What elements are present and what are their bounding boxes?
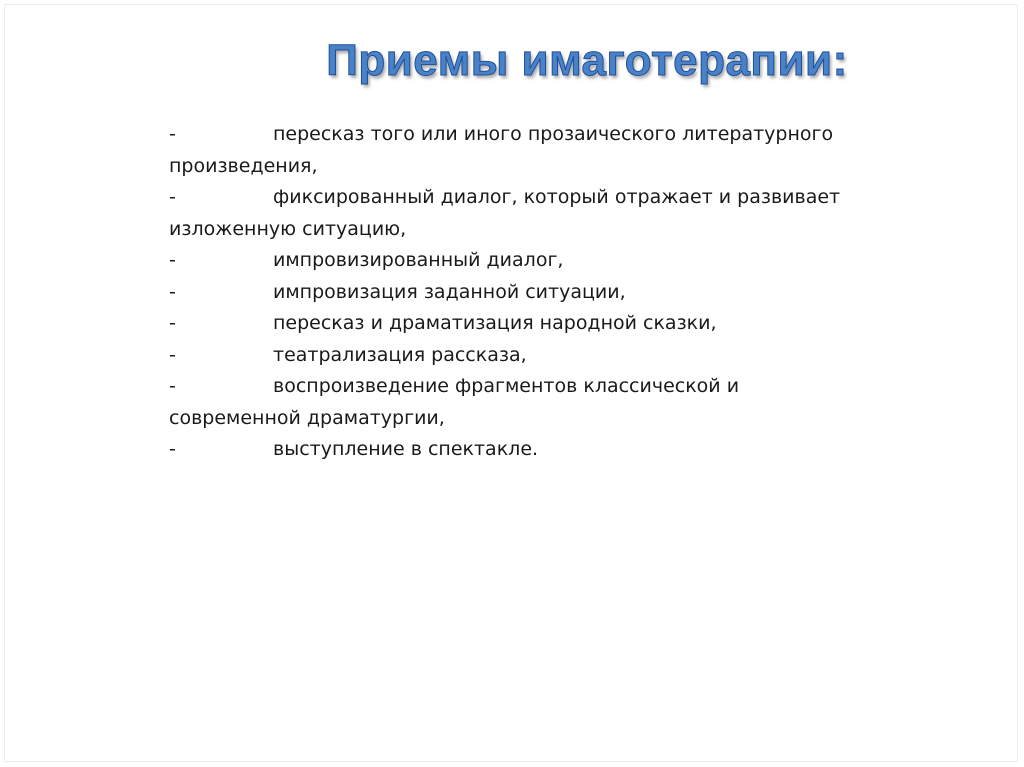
list-item [169, 340, 849, 372]
list-item-marker: - [169, 312, 176, 334]
slide [4, 4, 1018, 762]
list-item-marker: - [169, 123, 176, 145]
list-item [169, 308, 849, 340]
list-item-text: пересказ того или иного прозаического литературного произведения, [169, 123, 834, 177]
list-item-marker: - [169, 343, 176, 366]
list-item-marker: - [169, 249, 176, 271]
list-item-text: выступление в спектакле. [273, 438, 539, 460]
list-item [169, 119, 849, 182]
list-item [169, 434, 849, 466]
list-item-marker: - [169, 280, 176, 303]
list-item [169, 371, 849, 434]
list-item [169, 245, 849, 277]
slide-title: Приемы имаготерапии: [326, 36, 848, 85]
list-item-text: театрализация рассказа, [273, 343, 527, 366]
list-item-text: воспроизведение фрагментов классической и современной драматургии, [169, 375, 740, 429]
list-item [169, 182, 849, 245]
list-item-marker: - [169, 186, 176, 208]
list-item-text: импровизированный диалог, [273, 249, 564, 271]
slide-content [169, 119, 849, 466]
list-item-marker: - [169, 375, 176, 397]
list-item-text: фиксированный диалог, который отражает и развивает изложенную ситуацию, [169, 186, 841, 240]
list-item-text: пересказ и драматизация народной сказки, [273, 312, 717, 334]
list-item [169, 277, 849, 309]
list-item-text: импровизация заданной ситуации, [273, 280, 626, 303]
list-item-marker: - [169, 438, 176, 460]
